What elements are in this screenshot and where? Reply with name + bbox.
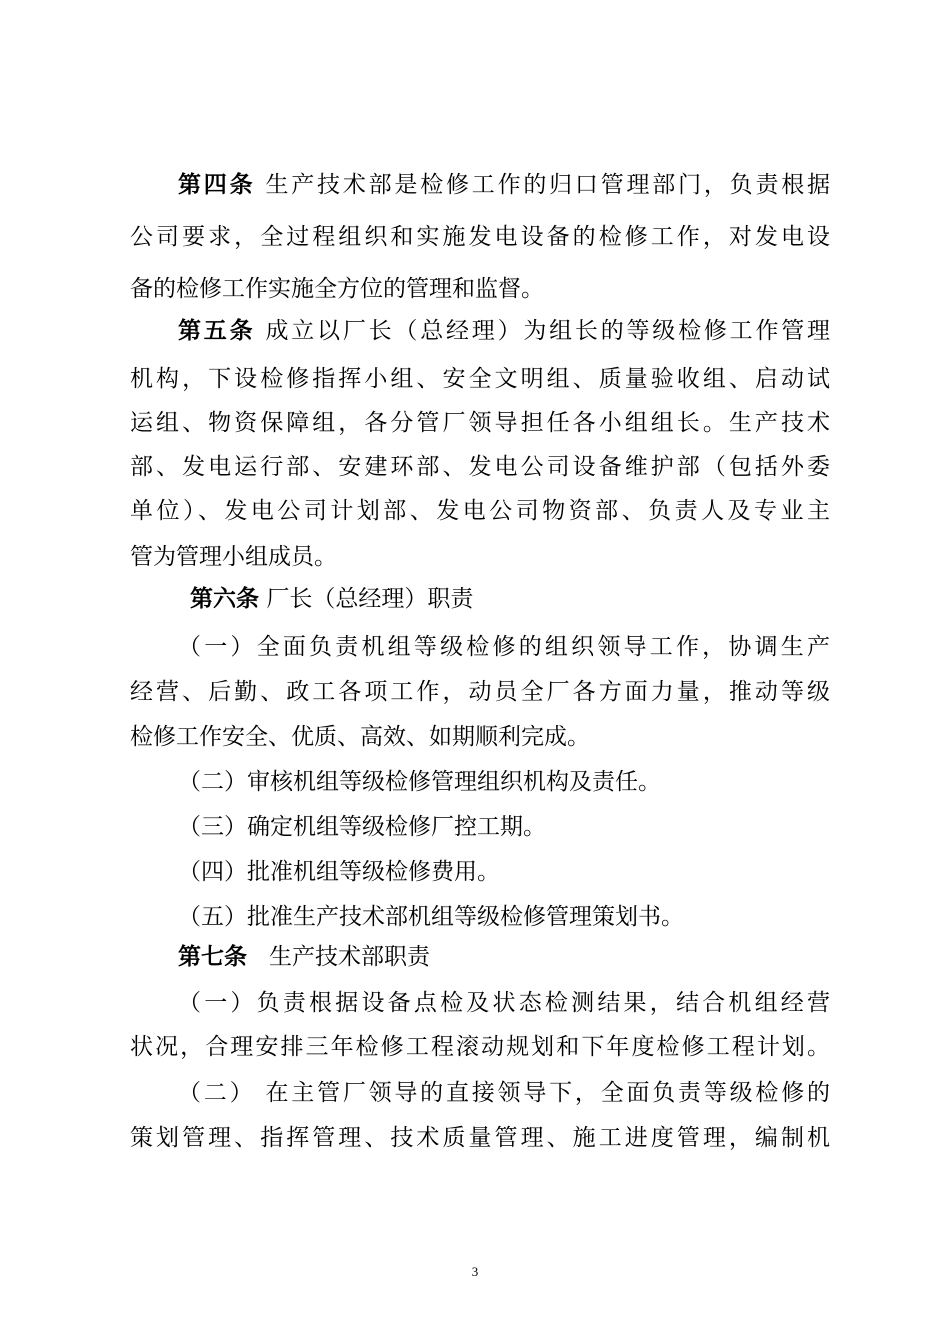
article-7-item-2-line-2: 策划管理、指挥管理、技术质量管理、施工进度管理，编制机 — [130, 1125, 830, 1151]
article-5-line-4: 部、发电运行部、安建环部、发电公司设备维护部（包括外委 — [130, 454, 830, 480]
article-7-heading: 第七条 — [178, 944, 247, 970]
article-4-line-2: 公司要求，全过程组织和实施发电设备的检修工作，对发电设 — [130, 224, 830, 250]
article-4-text: 生产技术部是检修工作的归口管理部门，负责根据 — [265, 172, 831, 198]
article-5-heading: 第五条 — [178, 318, 256, 344]
article-7-title: 生产技术部职责 — [268, 944, 430, 970]
article-7-title-line — [178, 942, 430, 972]
article-5-text: 成立以厂长（总经理）为组长的等级检修工作管理 — [265, 318, 831, 344]
article-6-title-line — [190, 584, 473, 614]
article-5-line-1 — [178, 316, 830, 346]
article-6-item-1-line-2: 经营、后勤、政工各项工作，动员全厂各方面力量，推动等级 — [130, 679, 830, 705]
article-6-heading: 第六条 — [190, 586, 259, 612]
article-5-line-2: 机构，下设检修指挥小组、安全文明组、质量验收组、启动试 — [130, 366, 830, 392]
article-6-item-2: （二）审核机组等级检修管理组织机构及责任。 — [178, 769, 661, 795]
article-4-heading: 第四条 — [178, 172, 256, 198]
article-6-item-3: （三）确定机组等级检修厂控工期。 — [178, 814, 546, 840]
article-5-line-3: 运组、物资保障组，各分管厂领导担任各小组组长。生产技术 — [130, 410, 830, 436]
article-6-item-4: （四）批准机组等级检修费用。 — [178, 859, 500, 885]
article-7-item-2-line-1: （二） 在主管厂领导的直接领导下，全面负责等级检修的 — [178, 1080, 830, 1106]
page-number: 3 — [471, 1264, 479, 1279]
article-4-line-3: 备的检修工作实施全方位的管理和监督。 — [130, 276, 544, 302]
article-7-item-1-line-1: （一）负责根据设备点检及状态检测结果，结合机组经营 — [178, 990, 830, 1016]
article-6-item-1-line-1: （一）全面负责机组等级检修的组织领导工作，协调生产 — [178, 634, 830, 660]
article-4-line-1 — [178, 170, 830, 200]
article-6-item-5: （五）批准生产技术部机组等级检修管理策划书。 — [178, 904, 684, 930]
article-5-line-6: 管为管理小组成员。 — [130, 544, 337, 570]
article-5-line-5: 单位）、发电公司计划部、发电公司物资部、负责人及专业主 — [130, 498, 830, 524]
article-7-item-1-line-2: 状况，合理安排三年检修工程滚动规划和下年度检修工程计划。 — [130, 1034, 830, 1060]
article-6-item-1-line-3: 检修工作安全、优质、高效、如期顺利完成。 — [130, 724, 590, 750]
article-6-title: 厂长（总经理）职责 — [266, 586, 474, 612]
